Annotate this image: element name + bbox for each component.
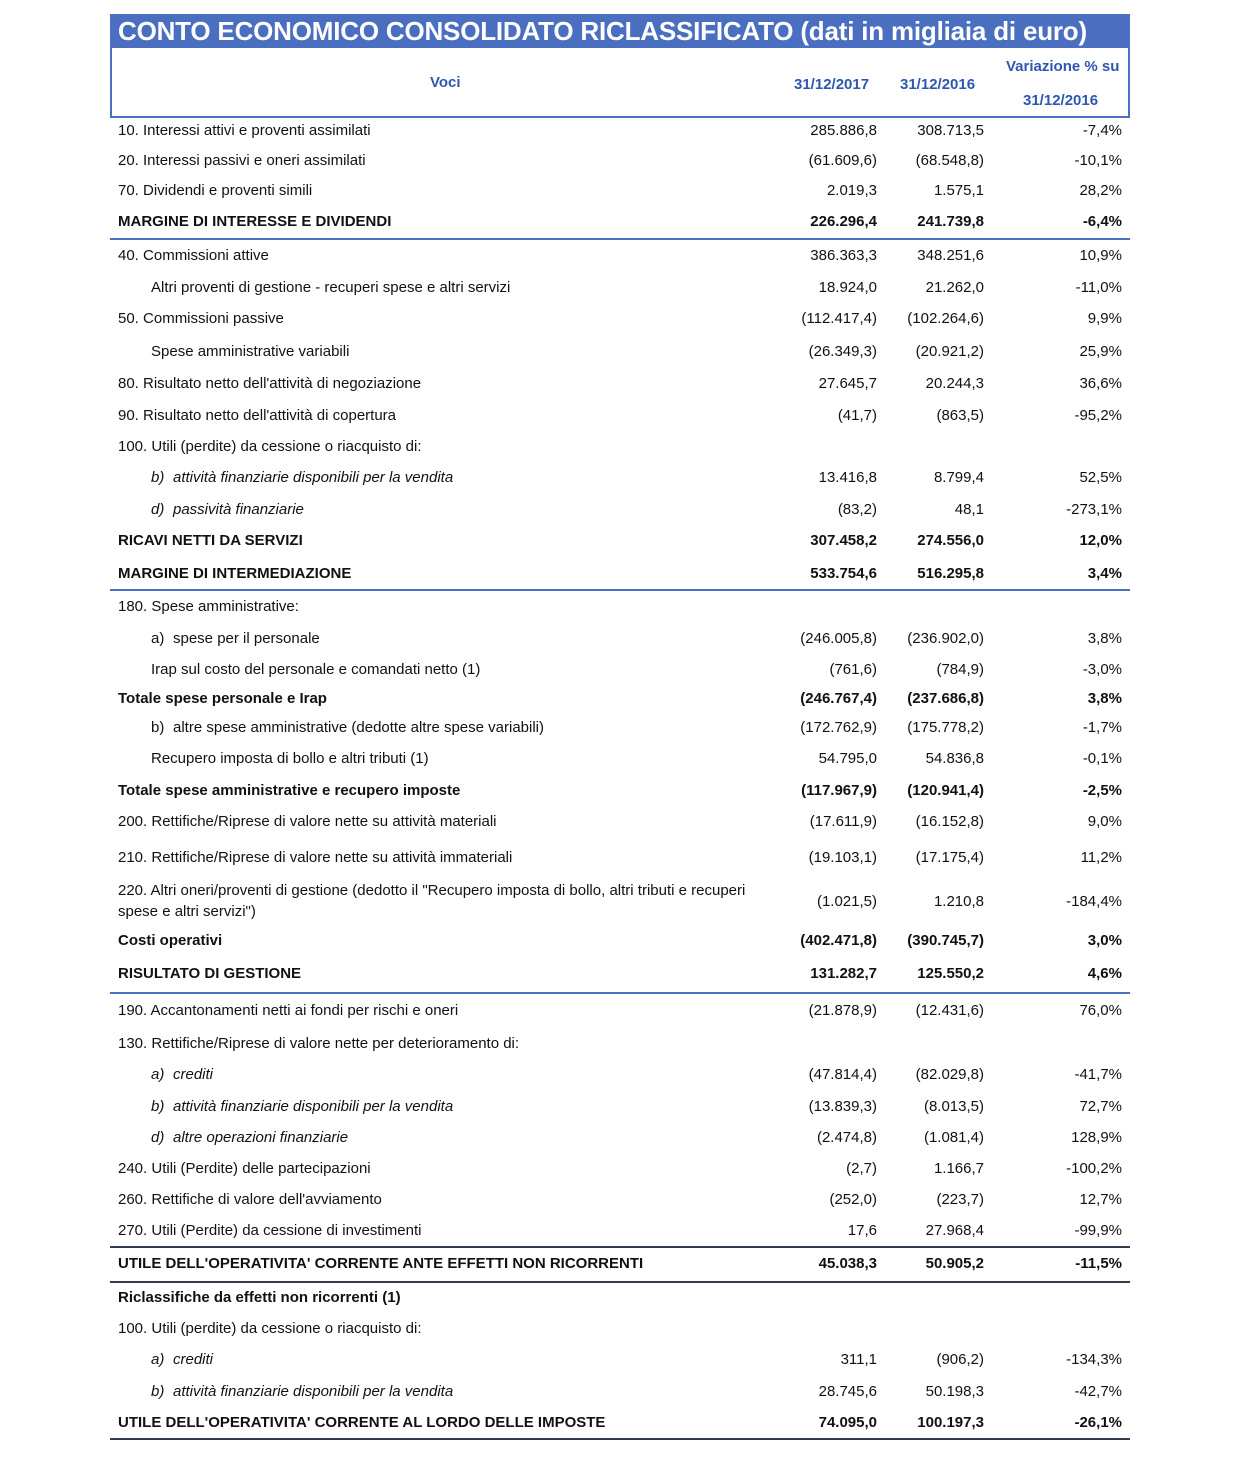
row-label: 180. Spese amministrative: [118, 598, 299, 615]
value-2017: (61.609,6) [808, 152, 877, 169]
value-2017: (252,0) [829, 1191, 877, 1208]
variation-pct: -0,1% [1082, 750, 1122, 767]
row-label [151, 1383, 453, 1400]
value-2017: (17.611,9) [809, 813, 877, 830]
table-row [110, 1379, 1130, 1405]
table-row [110, 209, 1130, 235]
value-2017: (172.762,9) [800, 719, 877, 736]
section-divider [110, 1438, 1130, 1440]
row-label-text: passività finanziarie [173, 501, 304, 518]
income-statement-page [110, 14, 1130, 1431]
table-row [110, 1187, 1130, 1213]
table-row [110, 746, 1130, 772]
value-2016: 50.198,3 [925, 1383, 984, 1400]
value-2016: 27.968,4 [925, 1222, 984, 1239]
value-2016: 54.836,8 [925, 750, 984, 767]
variation-pct: 12,0% [1079, 532, 1122, 549]
value-2017: 45.038,3 [818, 1255, 877, 1272]
row-label: 190. Accantonamenti netti ai fondi per rischi e oneri [118, 1002, 459, 1019]
row-label: 100. Utili (perdite) da cessione o riacquisto di: [118, 438, 422, 455]
row-label-prefix: a) [151, 1351, 165, 1368]
row-label: 220. Altri oneri/proventi di gestione (dedotto il "Recupero imposta di bollo, altri tributi e recuperi spese e altri servizi") [118, 882, 746, 920]
variation-pct: -6,4% [1082, 213, 1122, 230]
table-row [110, 434, 1130, 460]
value-2016: (20.921,2) [915, 343, 984, 360]
row-label: 40. Commissioni attive [118, 247, 269, 264]
variation-pct: 12,7% [1079, 1191, 1122, 1208]
table-row [110, 657, 1130, 683]
variation-pct: -2,5% [1082, 782, 1122, 799]
table-row [110, 1347, 1130, 1373]
variation-pct: -134,3% [1066, 1351, 1122, 1368]
row-label: 130. Rettifiche/Riprese di valore nette per deterioramento di: [118, 1035, 520, 1052]
value-2016: (102.264,6) [907, 310, 984, 327]
table-row [110, 1125, 1130, 1151]
row-label: 270. Utili (Perdite) da cessione di investimenti [118, 1222, 422, 1239]
variation-pct: 4,6% [1087, 965, 1122, 982]
section-divider [110, 238, 1130, 240]
value-2017: 28.745,6 [818, 1383, 877, 1400]
table-row [110, 371, 1130, 397]
value-2016: (120.941,4) [907, 782, 984, 799]
value-2016: 348.251,6 [917, 247, 984, 264]
variation-pct: -42,7% [1074, 1383, 1122, 1400]
table-row [110, 715, 1130, 741]
value-2017: 2.019,3 [826, 182, 877, 199]
value-2017: (83,2) [837, 501, 877, 518]
value-2016: (236.902,0) [907, 630, 984, 647]
row-label: 20. Interessi passivi e oneri assimilati [118, 152, 366, 169]
variation-pct: 52,5% [1079, 469, 1122, 486]
value-2017: (21.878,9) [808, 1002, 877, 1019]
value-2017: (26.349,3) [808, 343, 877, 360]
row-label: UTILE DELL'OPERATIVITA' CORRENTE ANTE EFFETTI NON RICORRENTI [118, 1255, 644, 1272]
value-2017: 307.458,2 [810, 532, 877, 549]
value-2017: (112.417,4) [801, 310, 877, 327]
variation-pct: -3,0% [1082, 661, 1122, 678]
value-2017: (2.474,8) [816, 1129, 877, 1146]
value-2017: (19.103,1) [808, 849, 877, 866]
section-divider [110, 1281, 1130, 1283]
table-row [110, 998, 1130, 1024]
row-label-text: crediti [173, 1066, 214, 1083]
value-2016: 21.262,0 [925, 279, 984, 296]
row-label: 70. Dividendi e proventi simili [118, 182, 313, 199]
row-label [151, 1066, 213, 1083]
variation-pct: 128,9% [1071, 1129, 1122, 1146]
value-2017: 17,6 [847, 1222, 877, 1239]
row-label [151, 1129, 348, 1146]
table-row [110, 1285, 1130, 1311]
header-variation-line1: Variazione % su [1006, 58, 1120, 75]
value-2016: 516.295,8 [917, 565, 984, 582]
row-label [151, 630, 320, 647]
variation-pct: 9,0% [1087, 813, 1122, 830]
table-row [110, 686, 1130, 712]
row-label: 260. Rettifiche di valore dell'avviamento [118, 1191, 382, 1208]
row-label-text: attività finanziarie disponibili per la vendita [173, 1383, 454, 1400]
table-row [110, 809, 1130, 835]
row-label: 240. Utili (Perdite) delle partecipazioni [118, 1160, 371, 1177]
value-2016: 20.244,3 [925, 375, 984, 392]
table-row [110, 1218, 1130, 1244]
value-2017: (117.967,9) [801, 782, 877, 799]
table-row [110, 1062, 1130, 1088]
row-label-prefix: b) [151, 469, 165, 486]
value-2016: (906,2) [936, 1351, 984, 1368]
row-label [151, 501, 304, 518]
header-voci: Voci [430, 74, 461, 91]
variation-pct: -10,1% [1074, 152, 1122, 169]
variation-pct: 25,9% [1079, 343, 1122, 360]
variation-pct: -99,9% [1074, 1222, 1122, 1239]
row-label-text: spese per il personale [173, 630, 320, 647]
table-row [110, 1156, 1130, 1182]
variation-pct: -41,7% [1074, 1066, 1122, 1083]
value-2016: (390.745,7) [907, 932, 984, 949]
table-row [110, 275, 1130, 301]
value-2016: 1.575,1 [933, 182, 984, 199]
value-2016: (82.029,8) [915, 1066, 984, 1083]
table-row [110, 961, 1130, 987]
variation-pct: 3,8% [1087, 630, 1122, 647]
row-label: RICAVI NETTI DA SERVIZI [118, 532, 303, 549]
value-2017: (761,6) [829, 661, 877, 678]
row-label-prefix: b) [151, 719, 165, 736]
variation-pct: -95,2% [1074, 407, 1122, 424]
value-2017: 18.924,0 [818, 279, 877, 296]
row-label [151, 1098, 453, 1115]
value-2016: (175.778,2) [907, 719, 984, 736]
value-2016: (223,7) [936, 1191, 984, 1208]
value-2016: (12.431,6) [915, 1002, 984, 1019]
row-label-text: attività finanziarie disponibili per la vendita [173, 469, 454, 486]
row-label: 80. Risultato netto dell'attività di negoziazione [118, 375, 422, 392]
header-year-2017: 31/12/2017 [794, 76, 870, 93]
value-2017: 226.296,4 [810, 213, 877, 230]
table-row [110, 528, 1130, 554]
value-2017: 533.754,6 [810, 565, 877, 582]
row-label [151, 719, 544, 736]
row-label: Totale spese amministrative e recupero imposte [118, 782, 461, 799]
table-row [110, 928, 1130, 954]
value-2017: (246.005,8) [800, 630, 877, 647]
value-2016: (1.081,4) [923, 1129, 984, 1146]
row-label-prefix: d) [151, 501, 165, 518]
table-row [110, 243, 1130, 269]
variation-pct: 36,6% [1079, 375, 1122, 392]
row-label: 50. Commissioni passive [118, 310, 284, 327]
variation-pct: 3,4% [1087, 565, 1122, 582]
value-2017: (402.471,8) [800, 932, 877, 949]
row-label: 200. Rettifiche/Riprese di valore nette su attività materiali [118, 813, 497, 830]
row-label: UTILE DELL'OPERATIVITA' CORRENTE AL LORDO DELLE IMPOSTE [118, 1414, 606, 1431]
variation-pct: -273,1% [1066, 501, 1122, 518]
value-2016: (784,9) [936, 661, 984, 678]
table-row [110, 1251, 1130, 1277]
variation-pct: -26,1% [1074, 1414, 1122, 1431]
value-2016: (16.152,8) [915, 813, 984, 830]
table-row [110, 148, 1130, 174]
table-row [110, 1410, 1130, 1436]
section-divider [110, 992, 1130, 994]
row-label: 100. Utili (perdite) da cessione o riacquisto di: [118, 1320, 422, 1337]
report-title: CONTO ECONOMICO CONSOLIDATO RICLASSIFICATO (dati in migliaia di euro) [110, 14, 1130, 48]
row-label-text: attività finanziarie disponibili per la vendita [173, 1098, 454, 1115]
row-label-prefix: d) [151, 1129, 165, 1146]
variation-pct: 3,0% [1087, 932, 1122, 949]
table-row [110, 118, 1130, 144]
header-variation-line2: 31/12/2016 [1023, 92, 1099, 109]
row-label: Totale spese personale e Irap [118, 690, 327, 707]
table-row [110, 561, 1130, 587]
value-2016: 241.739,8 [917, 213, 984, 230]
value-2016: (68.548,8) [915, 152, 984, 169]
table-row [110, 880, 1130, 924]
section-divider [110, 1246, 1130, 1248]
table-row [110, 465, 1130, 491]
row-label: MARGINE DI INTERMEDIAZIONE [118, 565, 352, 582]
table-row [110, 778, 1130, 804]
row-label: Irap sul costo del personale e comandati netto (1) [151, 661, 481, 678]
value-2017: 311,1 [840, 1351, 877, 1368]
variation-pct: 28,2% [1079, 182, 1122, 199]
row-label-text: crediti [173, 1351, 214, 1368]
table-row [110, 178, 1130, 204]
variation-pct: 10,9% [1079, 247, 1122, 264]
value-2017: 54.795,0 [818, 750, 877, 767]
value-2016: 1.210,8 [933, 893, 984, 910]
value-2017: 27.645,7 [818, 375, 877, 392]
value-2017: 131.282,7 [810, 965, 877, 982]
table-row [110, 594, 1130, 620]
row-label-text: altre operazioni finanziarie [173, 1129, 349, 1146]
row-label [151, 1351, 213, 1368]
table-row [110, 1094, 1130, 1120]
row-label: Altri proventi di gestione - recuperi spese e altri servizi [151, 279, 511, 296]
header-year-2016: 31/12/2016 [900, 76, 976, 93]
row-label: RISULTATO DI GESTIONE [118, 965, 302, 982]
variation-pct: -11,0% [1075, 279, 1122, 296]
variation-pct: -1,7% [1082, 719, 1122, 736]
variation-pct: 9,9% [1087, 310, 1122, 327]
value-2016: 50.905,2 [925, 1255, 984, 1272]
value-2017: (246.767,4) [800, 690, 877, 707]
table-row [110, 306, 1130, 332]
table-row [110, 1031, 1130, 1057]
value-2016: 8.799,4 [933, 469, 984, 486]
row-label: 210. Rettifiche/Riprese di valore nette su attività immateriali [118, 849, 513, 866]
variation-pct: -100,2% [1066, 1160, 1122, 1177]
row-label [151, 469, 453, 486]
table-row [110, 845, 1130, 871]
row-label: 90. Risultato netto dell'attività di copertura [118, 407, 397, 424]
section-divider [110, 589, 1130, 591]
row-label-prefix: a) [151, 630, 165, 647]
row-label-text: altre spese amministrative (dedotte altre spese variabili) [173, 719, 544, 736]
value-2016: (863,5) [936, 407, 984, 424]
value-2016: (237.686,8) [907, 690, 984, 707]
row-label-prefix: a) [151, 1066, 165, 1083]
row-label: Riclassifiche da effetti non ricorrenti (1) [118, 1289, 401, 1306]
variation-pct: -11,5% [1075, 1255, 1122, 1272]
value-2016: 274.556,0 [917, 532, 984, 549]
variation-pct: 72,7% [1079, 1098, 1122, 1115]
value-2016: 308.713,5 [917, 122, 984, 139]
value-2016: 48,1 [954, 501, 984, 518]
value-2016: (17.175,4) [915, 849, 984, 866]
value-2017: 74.095,0 [818, 1414, 877, 1431]
table-row [110, 339, 1130, 365]
table-row [110, 497, 1130, 523]
variation-pct: 76,0% [1079, 1002, 1122, 1019]
value-2016: (8.013,5) [923, 1098, 984, 1115]
variation-pct: 11,2% [1080, 849, 1122, 866]
variation-pct: -184,4% [1066, 893, 1122, 910]
value-2017: (47.814,4) [808, 1066, 877, 1083]
table-header [110, 48, 1130, 118]
value-2017: (13.839,3) [808, 1098, 877, 1115]
row-label: Recupero imposta di bollo e altri tributi (1) [151, 750, 429, 767]
row-label: 10. Interessi attivi e proventi assimilati [118, 122, 371, 139]
value-2016: 100.197,3 [917, 1414, 984, 1431]
value-2017: 13.416,8 [818, 469, 877, 486]
table-row [110, 1316, 1130, 1342]
value-2017: (1.021,5) [816, 893, 877, 910]
value-2017: 285.886,8 [810, 122, 877, 139]
value-2017: (2,7) [846, 1160, 877, 1177]
value-2016: 125.550,2 [917, 965, 984, 982]
row-label: MARGINE DI INTERESSE E DIVIDENDI [118, 213, 392, 230]
variation-pct: 3,8% [1087, 690, 1122, 707]
variation-pct: -7,4% [1082, 122, 1122, 139]
value-2016: 1.166,7 [933, 1160, 984, 1177]
table-row [110, 403, 1130, 429]
table-row [110, 626, 1130, 652]
row-label: Costi operativi [118, 932, 223, 949]
row-label: Spese amministrative variabili [151, 343, 350, 360]
value-2017: 386.363,3 [810, 247, 877, 264]
row-label-prefix: b) [151, 1383, 165, 1400]
value-2017: (41,7) [837, 407, 877, 424]
row-label-prefix: b) [151, 1098, 165, 1115]
